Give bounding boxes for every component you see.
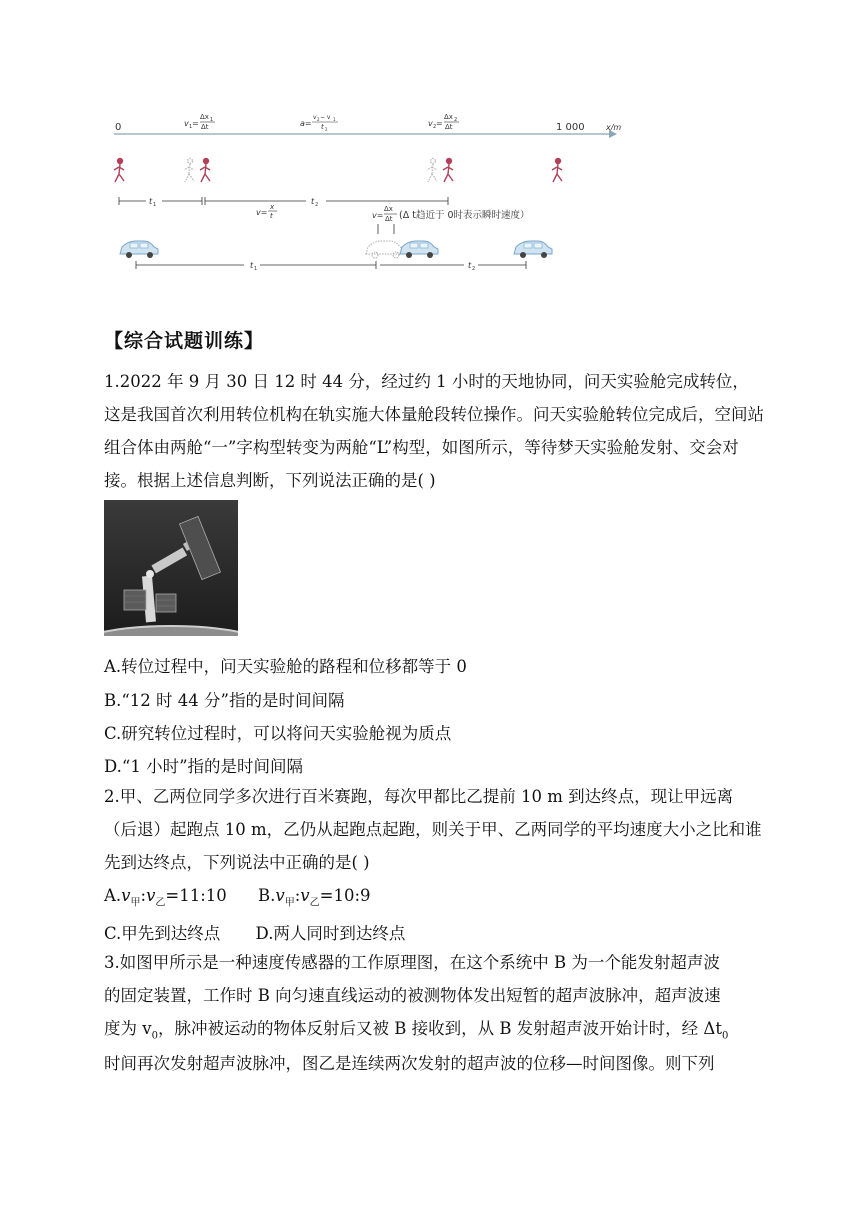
svg-text:2: 2 (317, 117, 320, 122)
svg-text:Δx: Δx (200, 113, 209, 121)
svg-text:v: v (428, 119, 433, 128)
formula-a (300, 114, 338, 132)
question-2-options-ab (104, 886, 371, 908)
car-icon-ghost (366, 241, 404, 258)
question-3-line-4: 时间再次发射超声波脉冲，图乙是连续两次发射的超声波的位移—时间图像。则下列 (104, 1054, 715, 1073)
car-icon (514, 241, 552, 258)
svg-text:1: 1 (153, 202, 157, 208)
question-3-line-3: 度为 $v_0$，脉冲被运动的物体反射后又被 B 接收到，从 B 发射超声波开始计时，经 $\Delta t_0$ (104, 1019, 729, 1042)
car-t1: t (250, 261, 254, 270)
axis-unit: x/m (606, 123, 622, 132)
space-station-photo (104, 500, 238, 636)
formula-inst-v (372, 205, 530, 223)
question-2-option-b: $B.v_甲:v_乙=10:9$ (258, 886, 371, 909)
svg-text:1: 1 (189, 124, 193, 130)
question-1-option-c: C.研究转位过程时，可以将问天实验舱视为质点 (104, 724, 452, 743)
svg-text:v=: v= (256, 208, 268, 217)
formula-v2 (428, 113, 459, 131)
motion-diagram-svg (104, 108, 644, 278)
runner-t1: t (149, 197, 153, 206)
axis-end: 1 000 (556, 122, 585, 133)
svg-text:2: 2 (325, 127, 328, 132)
svg-text:v: v (184, 119, 189, 128)
svg-text:Δx: Δx (444, 113, 453, 121)
svg-text:v=: v= (372, 211, 384, 220)
runner-icon (200, 159, 210, 183)
runner-icon (443, 159, 453, 183)
svg-text:a=: a= (300, 119, 312, 128)
svg-text:t: t (321, 123, 324, 131)
question-2-option-c: C.甲先到达终点 (104, 924, 221, 943)
runner-figures (114, 159, 562, 183)
svg-text:Δt: Δt (445, 123, 453, 131)
svg-text:2: 2 (454, 117, 458, 123)
question-3-line-2: 的固定装置，工作时 B 向匀速直线运动的被测物体发出短暂的超声波脉冲，超声波速 (104, 986, 721, 1005)
car-t2: t (468, 261, 472, 270)
svg-text:2: 2 (433, 124, 437, 130)
runner-intervals (119, 197, 448, 205)
runner-icon-ghost (427, 159, 437, 183)
svg-text:Δx: Δx (384, 205, 393, 213)
svg-text:2: 2 (472, 266, 476, 272)
motion-diagram (104, 108, 644, 278)
svg-text:− v: − v (320, 114, 331, 121)
svg-text:t: t (270, 212, 273, 220)
formula-avg-v (256, 203, 277, 220)
svg-text:=: = (436, 119, 443, 128)
svg-text:1: 1 (210, 117, 214, 123)
formula-v1 (184, 113, 215, 131)
question-2-options-cd (104, 920, 405, 944)
svg-text:Δt: Δt (201, 123, 209, 131)
runner-icon (552, 159, 562, 183)
question-1-option-b: B.“12 时 44 分”指的是时间间隔 (104, 691, 345, 710)
svg-text:1: 1 (333, 117, 336, 122)
question-2-option-a: $A.v_甲:v_乙=11:10$ (104, 886, 227, 909)
svg-text:x: x (270, 203, 275, 211)
svg-text:2: 2 (315, 202, 319, 208)
runner-t2: t (311, 197, 315, 206)
question-1-option-d: D.“1 小时”指的是时间间隔 (104, 757, 303, 776)
svg-text:=: = (192, 119, 199, 128)
question-3-line-1: 3.如图甲所示是一种速度传感器的工作原理图，在这个系统中 B 为一个能发射超声波 (104, 953, 720, 972)
svg-text:1: 1 (254, 266, 258, 272)
svg-text:v: v (313, 114, 317, 121)
question-1-text: 1.2022 年 9 月 30 日 12 时 44 分，经过约 1 小时的天地协同，问天实验舱完成转位，这是我国首次利用转位机构在轨实施大体量舱段转位操作。问天实验舱转位完成后，空间站组合体由两舱“一”字构型转变为两舱“L”构型，如图所示，等待梦天实验舱发射、交会对接。根据上述信息判断，下列说法正确的是( ) (104, 372, 764, 490)
section-title: 【综合试题训练】 (104, 330, 265, 352)
question-2-text: 2.甲、乙两位同学多次进行百米赛跑，每次甲都比乙提前 10 m 到达终点，现让甲远离（后退）起跑点 10 m，乙仍从起跑点起跑，则关于甲、乙两同学的平均速度大小之比和谁先到达终点，下列说法中正确的是( ) (104, 787, 762, 872)
axis-origin: 0 (115, 122, 122, 133)
runner-icon (114, 159, 124, 183)
runner-icon-ghost (184, 159, 194, 183)
inst-note: (Δ t趋近于 0时表示瞬时速度） (399, 210, 530, 221)
question-2-option-d: D.两人同时到达终点 (255, 924, 406, 943)
question-1-option-a: A.转位过程中，问天实验舱的路程和位移都等于 0 (104, 657, 467, 676)
car-icon (400, 241, 438, 258)
svg-text:Δt: Δt (385, 215, 393, 223)
car-icon (120, 241, 158, 258)
